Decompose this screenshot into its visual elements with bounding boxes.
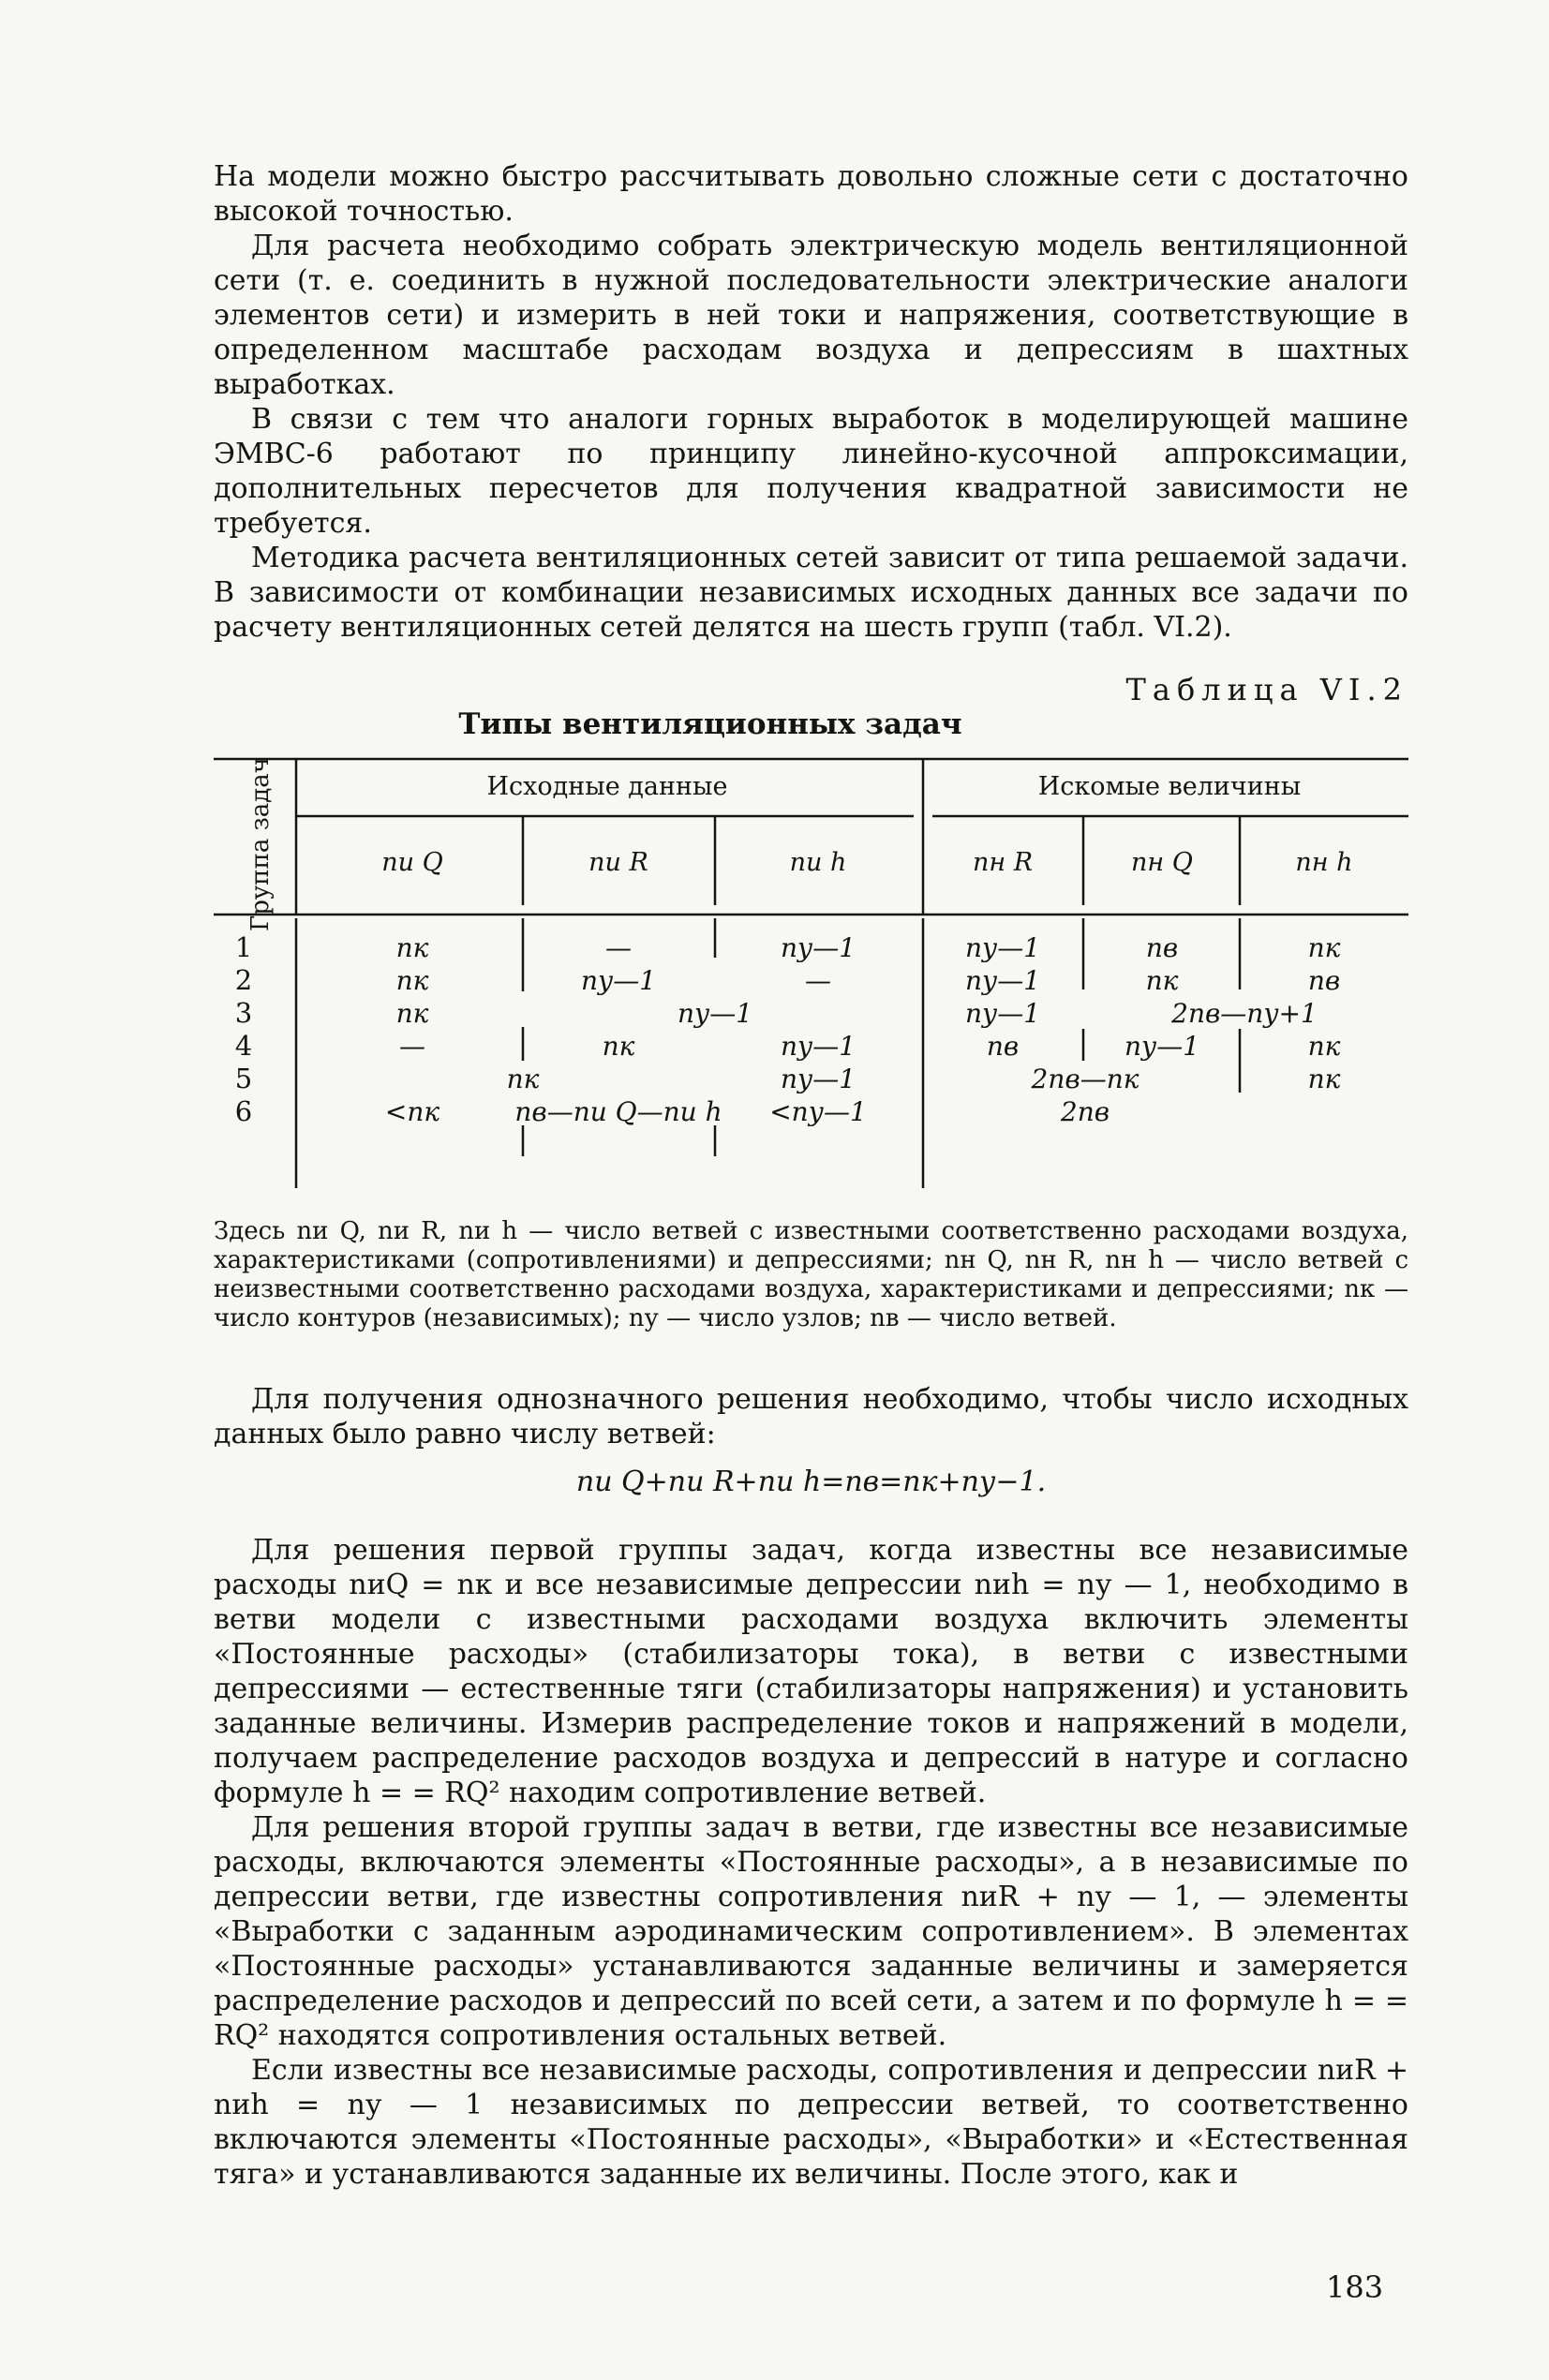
cell: nу—1 bbox=[964, 998, 1041, 1029]
group-number: 4 bbox=[234, 1030, 253, 1062]
paragraph-8: Если известны все независимые расходы, сопротивления и депрессии nиR + nиh = nу — 1 независимых по депрессии ветвей, то соответственно включаются элементы «Постоянные расходы», «Выработки» и «Естественная тяга» и устанавливаются заданные их величины. После этого, как и bbox=[214, 2054, 1408, 2191]
paragraph-6: Для решения первой группы задач, когда известны все независимые расходы nиQ = nк и все независимые депрессии nиh = nу — 1, необходимо в ветви модели с известными расходами воздуха включить элементы «Постоянные расходы» (стабилизаторы тока), в ветви с известными депрессиями — естественные тяги (стабилизаторы напряжения) и установить заданные величины. Измерив распределение токов и напряжений в модели, получаем распределение расходов воздуха и депрессий в натуре и согласно формуле h = = RQ² находим сопротивление ветвей. bbox=[214, 1534, 1408, 1809]
cell: nв bbox=[1145, 932, 1179, 963]
cell: 2nв—nк bbox=[1031, 1064, 1139, 1094]
cell: nк bbox=[506, 1064, 540, 1094]
col-header-nnq: nн Q bbox=[1131, 848, 1193, 877]
group-number: 1 bbox=[234, 931, 253, 963]
paragraph-5: Для получения однозначного решения необходимо, чтобы число исходных данных было равно числу ветвей: bbox=[214, 1383, 1408, 1450]
group-number: 3 bbox=[234, 997, 253, 1029]
cell: nу—1 bbox=[1124, 1031, 1200, 1062]
cell: nк bbox=[395, 932, 429, 963]
cell: nв—nи Q—nи h bbox=[514, 1096, 722, 1127]
col-header-niq: nи Q bbox=[381, 848, 443, 877]
cell: nк bbox=[395, 998, 429, 1029]
formula: nи Q+nи R+nи h=nв=nк+nу−1. bbox=[575, 1465, 1047, 1498]
cell: nу—1 bbox=[780, 1031, 856, 1062]
output-header: Искомые величины bbox=[1037, 772, 1302, 801]
table-footnote: Здесь nи Q, nи R, nи h — число ветвей с известными соответственно расходами воздуха, характеристиками (сопротивлениями) и депрессиями; nн Q, nн R, nн h — число ветвей с неизвестными соответственно расходами воздуха, характеристиками и депрессиями; nк — число контуров (независимых); nу — число узлов; nв — число ветвей. bbox=[214, 1217, 1408, 1332]
cell: nу—1 bbox=[580, 965, 657, 996]
cell: nв bbox=[1307, 965, 1341, 996]
col-header-nnh: nн h bbox=[1295, 848, 1353, 877]
page-number: 183 bbox=[1326, 2269, 1384, 2305]
ventilation-task-table bbox=[214, 755, 1408, 1191]
input-header: Исходные данные bbox=[486, 772, 728, 801]
cell: nу—1 bbox=[964, 932, 1041, 963]
cell: 2nв bbox=[1060, 1096, 1110, 1127]
cell: 2nв—nу+1 bbox=[1171, 998, 1318, 1029]
cell: nу—1 bbox=[677, 998, 753, 1029]
cell: nу—1 bbox=[964, 965, 1041, 996]
col-header-nnr: nн R bbox=[972, 848, 1034, 877]
cell: nк bbox=[1145, 965, 1179, 996]
table-label: Таблица VI.2 bbox=[1125, 672, 1408, 707]
group-header: Группа задач bbox=[246, 757, 275, 931]
cell: nу—1 bbox=[780, 932, 856, 963]
cell: nу—1 bbox=[780, 1064, 856, 1094]
cell: — bbox=[805, 965, 831, 996]
cell: <nк bbox=[384, 1096, 440, 1127]
paragraph-3: В связи с тем что аналоги горных выработок в моделирующей машине ЭМВС-6 работают по принципу линейно-кусочной аппроксимации, дополнительных пересчетов для получения квадратной зависимости не требуется. bbox=[214, 403, 1408, 540]
paragraph-7: Для решения второй группы задач в ветви, где известны все независимые расходы, включаются элементы «Постоянные расходы», а в независимые по депрессии ветви, где известны сопротивления nиR + nу — 1, — элементы «Выработки с заданным аэродинамическим сопротивлением». В элементах «Постоянные расходы» устанавливаются заданные величины и замеряется распределение расходов и депрессий по всей сети, а затем и по формуле h = = RQ² находятся сопротивления остальных ветвей. bbox=[214, 1811, 1408, 2052]
cell: nк bbox=[1307, 1031, 1341, 1062]
table-svg bbox=[214, 755, 1408, 1191]
cell: nк bbox=[602, 1031, 635, 1062]
paragraph-2: Для расчета необходимо собрать электрическую модель вентиляционной сети (т. е. соединить в нужной последовательности электрические аналоги элементов сети) и измерить в ней токи и напряжения, соответствующие в определенном масштабе расходам воздуха и депрессиям в шахтных выработках. bbox=[214, 230, 1408, 401]
cell: nк bbox=[1307, 1064, 1341, 1094]
group-number: 6 bbox=[234, 1095, 253, 1127]
col-header-nir: nи R bbox=[588, 848, 648, 877]
paragraph-1: На модели можно быстро рассчитывать довольно сложные сети с достаточно высокой точностью. bbox=[214, 160, 1408, 228]
paragraph-4: Методика расчета вентиляционных сетей зависит от типа решаемой задачи. В зависимости от комбинации независимых исходных данных все задачи по расчету вентиляционных сетей делятся на шесть групп (табл. VI.2). bbox=[214, 542, 1408, 644]
cell: nв bbox=[986, 1031, 1020, 1062]
cell: nк bbox=[1307, 932, 1341, 963]
page-body bbox=[214, 159, 1408, 2192]
group-number: 5 bbox=[234, 1063, 253, 1094]
table-title: Типы вентиляционных задач bbox=[458, 707, 962, 741]
col-header-nih: nи h bbox=[789, 848, 847, 877]
cell: nк bbox=[395, 965, 429, 996]
cell: — bbox=[399, 1031, 425, 1062]
cell: <nу—1 bbox=[769, 1096, 867, 1127]
group-number: 2 bbox=[234, 964, 253, 996]
cell: — bbox=[605, 932, 632, 963]
